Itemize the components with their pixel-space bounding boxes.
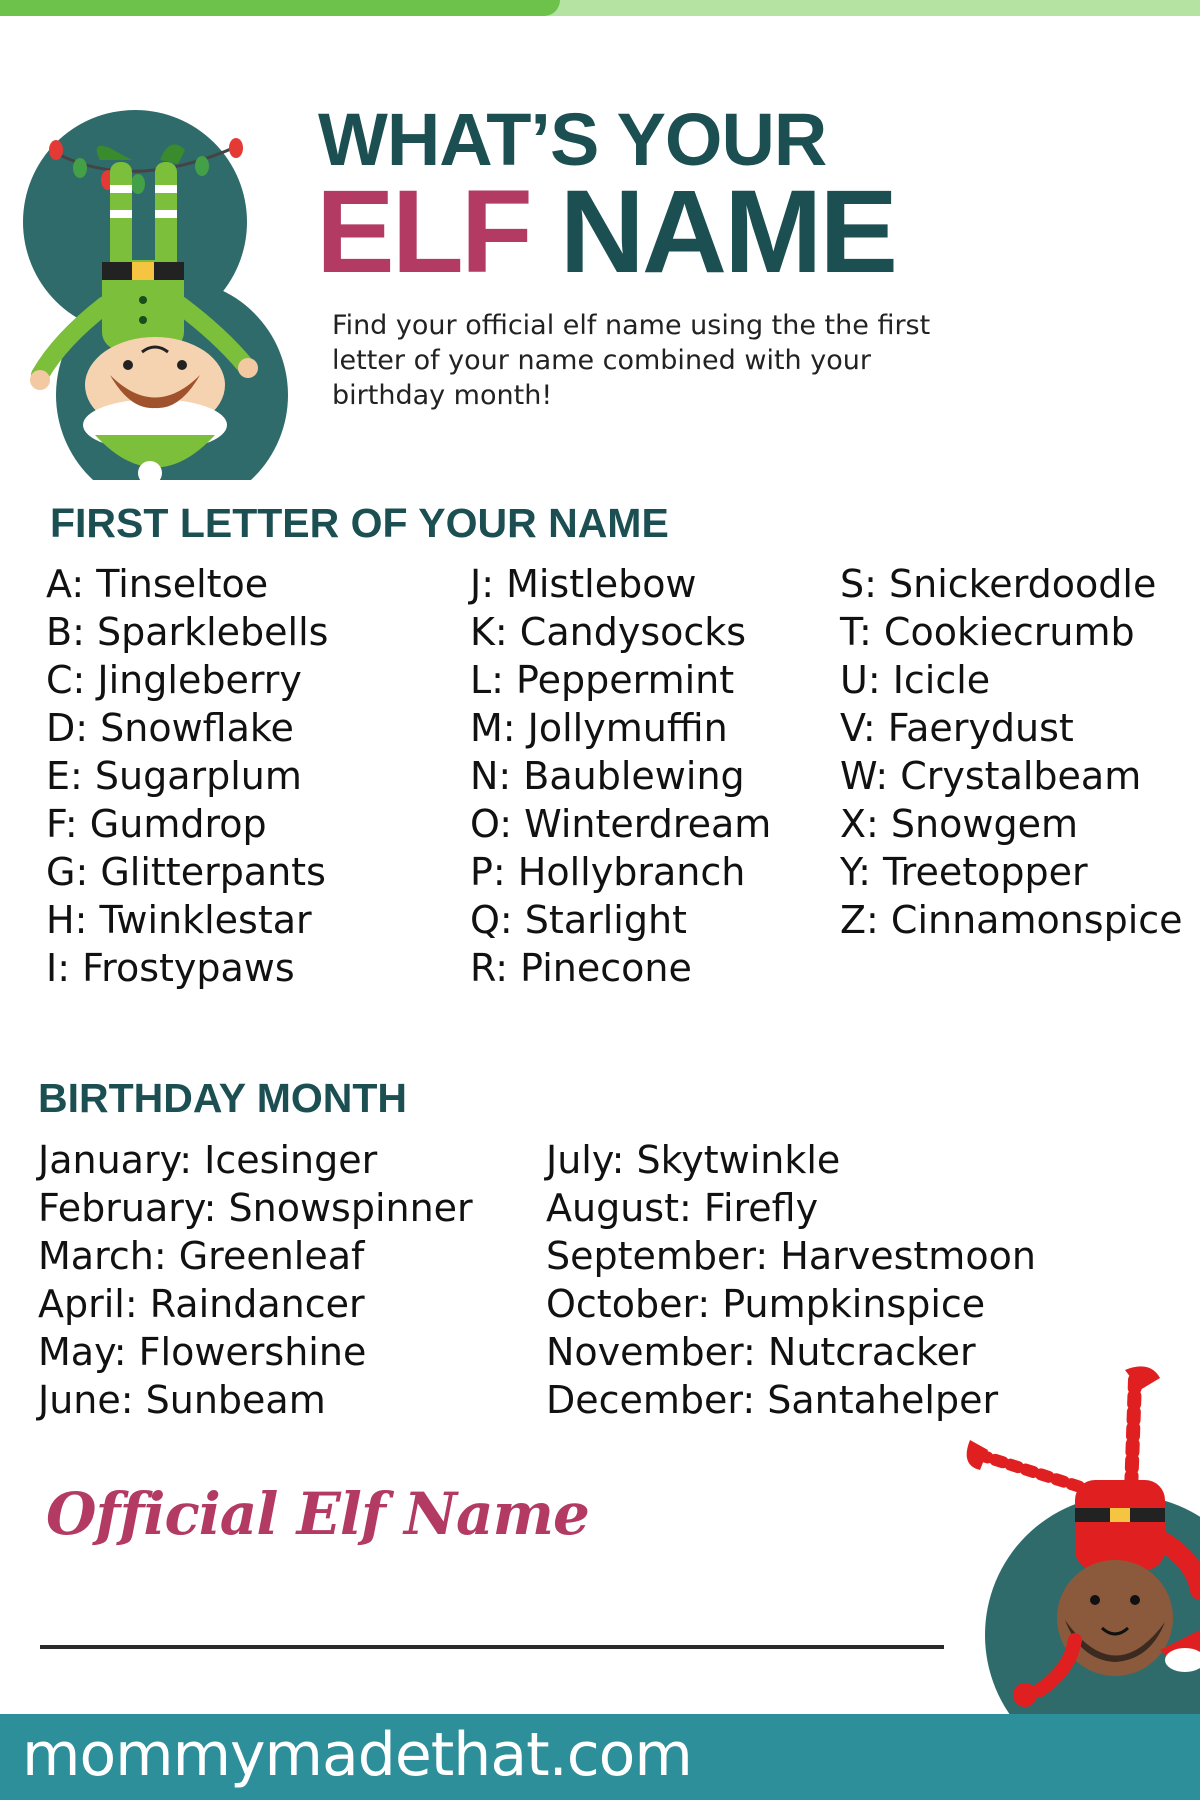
list-item: F: Gumdrop bbox=[46, 802, 267, 846]
list-item: January: Icesinger bbox=[38, 1138, 378, 1182]
list-item: July: Skytwinkle bbox=[546, 1138, 841, 1182]
list-item: T: Cookiecrumb bbox=[840, 610, 1135, 654]
intro-text: Find your official elf name using the the first letter of your name combined with your birthday month! bbox=[332, 310, 931, 411]
list-item: S: Snickerdoodle bbox=[840, 562, 1157, 606]
official-elf-name-label: Official Elf Name bbox=[46, 1480, 589, 1548]
list-item: H: Twinklestar bbox=[46, 898, 312, 942]
list-item: Z: Cinnamonspice bbox=[840, 898, 1183, 942]
list-item: G: Glitterpants bbox=[46, 850, 326, 894]
list-item: K: Candysocks bbox=[470, 610, 747, 654]
letters-column-1 bbox=[46, 560, 328, 992]
title-name-word: NAME bbox=[559, 166, 896, 298]
letters-column-2 bbox=[470, 560, 771, 992]
upside-down-green-elf-icon bbox=[10, 90, 310, 480]
first-letter-heading: FIRST LETTER OF YOUR NAME bbox=[50, 500, 669, 546]
list-item: Q: Starlight bbox=[470, 898, 687, 942]
list-item: N: Baublewing bbox=[470, 754, 745, 798]
list-item: V: Faerydust bbox=[840, 706, 1074, 750]
list-item: O: Winterdream bbox=[470, 802, 772, 846]
list-item: W: Crystalbeam bbox=[840, 754, 1142, 798]
list-item: October: Pumpkinspice bbox=[546, 1282, 986, 1326]
list-item: March: Greenleaf bbox=[38, 1234, 365, 1278]
list-item: I: Frostypaws bbox=[46, 946, 295, 990]
list-item: M: Jollymuffin bbox=[470, 706, 728, 750]
months-column-1 bbox=[38, 1136, 473, 1424]
list-item: D: Snowflake bbox=[46, 706, 294, 750]
list-item: J: Mistlebow bbox=[470, 562, 697, 606]
list-item: February: Snowspinner bbox=[38, 1186, 473, 1230]
list-item: U: Icicle bbox=[840, 658, 991, 702]
list-item: L: Peppermint bbox=[470, 658, 735, 702]
footer-site-link[interactable]: mommymadethat.com bbox=[22, 1720, 692, 1790]
letters-column-3 bbox=[840, 560, 1183, 944]
title-elf-word: ELF bbox=[316, 166, 530, 298]
cartwheel-santa-elf-icon bbox=[960, 1360, 1200, 1715]
title-line-1: WHAT’S YOUR bbox=[318, 98, 827, 181]
list-item: September: Harvestmoon bbox=[546, 1234, 1036, 1278]
list-item: B: Sparklebells bbox=[46, 610, 329, 654]
top-accent-bar-dark bbox=[0, 0, 560, 16]
list-item: November: Nutcracker bbox=[546, 1330, 976, 1374]
title-line-2 bbox=[316, 166, 896, 298]
list-item: P: Hollybranch bbox=[470, 850, 746, 894]
list-item: X: Snowgem bbox=[840, 802, 1078, 846]
list-item: December: Santahelper bbox=[546, 1378, 999, 1422]
list-item: Y: Treetopper bbox=[840, 850, 1088, 894]
list-item: C: Jingleberry bbox=[46, 658, 302, 702]
birthday-month-heading: BIRTHDAY MONTH bbox=[38, 1075, 408, 1121]
signature-line bbox=[40, 1645, 944, 1649]
list-item: R: Pinecone bbox=[470, 946, 692, 990]
list-item: April: Raindancer bbox=[38, 1282, 365, 1326]
list-item: May: Flowershine bbox=[38, 1330, 367, 1374]
list-item: A: Tinseltoe bbox=[46, 562, 269, 606]
list-item: June: Sunbeam bbox=[38, 1378, 326, 1422]
list-item: E: Sugarplum bbox=[46, 754, 302, 798]
list-item: August: Firefly bbox=[546, 1186, 819, 1230]
